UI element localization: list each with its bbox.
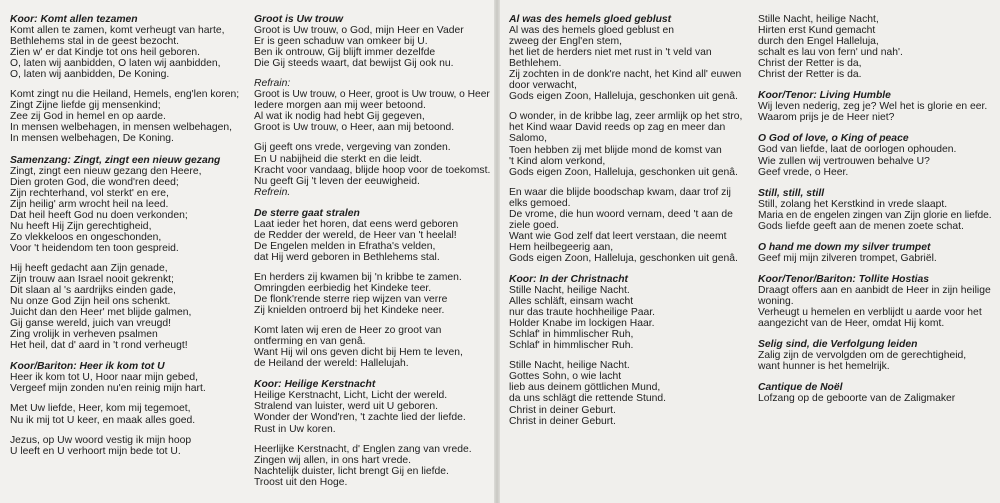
stanza [509,187,745,264]
lyric-line: Zijn rechterhand, vol sterkt' en ere, [10,187,169,199]
lyric-line: Groot is Uw trouw, o Heer, aan mij betoond. [254,122,455,134]
stanza [758,285,992,329]
stanza [758,350,992,372]
lyric-line: ziele goed. [509,219,560,231]
stanza-gap [509,351,745,360]
stanza-gap [254,263,490,272]
lyric-line: aangezicht van de Heer, omdat Hij komt. [758,318,945,330]
lyric-line: het liet de herders niet met rust in 't veld van [509,47,712,59]
lyric-line: Al was des hemels gloed geblust en [509,25,675,37]
lyric-line: In mensen welbehagen, De Koning. [10,133,174,145]
lyric-line: De Engelen melden in Efratha's velden, [254,240,436,252]
stanza [509,25,745,102]
stanza [509,285,745,351]
lyric-line: Komt laten wij eren de Heer zo groot van [254,325,442,337]
lyric-line: Wonder der Wond'ren, 't zachte lied der liefde. [254,412,466,424]
stanza-gap [254,316,490,325]
lyric-line: de Redder der wereld, de Heer van 't heelal! [254,229,457,241]
lyric-line: Geef mij mijn zilveren trompet, Gabriël. [758,252,937,264]
song-title: Koor/Tenor/Bariton: Tollite Hostias [758,273,930,285]
lyric-line: Zijn heilig' arm wrocht heil na leed. [10,198,169,210]
lyric-line: Hem heilbegeerig aan, [509,241,614,253]
lyric-line: Bethlehem. [509,58,562,70]
lyric-line: Vergeef mijn zonden nu'en reinig mijn hart. [10,383,206,395]
stanza-gap [509,178,745,187]
song-title: Al was des hemels gloed geblust [509,14,672,25]
lyric-line: Met Uw liefde, Heer, kom mij tegemoet, [10,403,191,415]
stanza [254,325,490,369]
stanza [758,253,992,264]
lyric-line: Die Gij steeds waart, dat bewijst Gij ook nu. [254,58,454,70]
column-2 [254,14,490,498]
lyric-line: Jezus, op Uw woord vestig ik mijn hoop [10,434,192,446]
lyric-line: Stille Nacht, heilige Nacht, [758,14,879,25]
stanza [254,78,490,133]
stanza-gap [10,254,242,263]
song-title: Koor: Komt allen tezamen [10,14,138,25]
lyric-line: zweeg der Engl'en stem, [509,36,622,48]
lyric-line: Dat heil heeft God nu doen verkonden; [10,209,188,221]
stanza [758,101,992,123]
lyric-line: Geef vrede, o Heer. [758,166,849,178]
song-section [10,14,242,145]
stanza-gap [509,102,745,111]
lyric-line: Toen hebben zij met blijde mond de komst van [509,144,722,156]
lyric-line: Gij ganse wereld, juich van vreugd! [10,318,171,330]
song-section [758,274,992,329]
lyric-line: Gods eigen Zoon, Halleluja, geschonken uit genâ. [509,166,738,178]
song-title: Cantique de Noël [758,382,843,394]
lyric-line: Zien w' er dat Kindje tot ons heil geboren. [10,47,201,59]
song-section [254,379,490,487]
stanza [254,219,490,263]
lyric-line: De vrome, die hun woord vernam, deed 't aan de [509,208,733,220]
song-section [758,188,992,232]
lyric-line: Laat ieder het horen, dat eens werd geboren [254,218,459,230]
stanza [758,14,992,80]
lyric-line: nur das traute hochheilige Paar. [509,307,656,319]
lyric-line: Groot is Uw trouw, o God, mijn Heer en Vader [254,25,464,37]
lyric-line: O wonder, in de kribbe lag, zeer armlijk op het stro, [509,111,743,123]
lyric-line: Bethlehems stal in de geest bezocht. [10,36,180,48]
column-3 [509,14,745,437]
stanza [254,444,490,488]
lyric-line: Iedere morgen aan mij weer betoond. [254,100,426,112]
lyric-line: Nu ik mij tot U keer, en maak alles goed. [10,414,196,426]
lyric-line: Stille Nacht, heilige Nacht. [509,285,630,297]
stanza [509,111,745,177]
lyric-line: Christ der Retter is da, [758,58,862,70]
lyric-line: Stralend van luister, werd uit U geboren. [254,401,438,413]
stanza [10,25,242,80]
stanza [10,372,242,394]
song-section [254,14,490,198]
lyric-line: de Heiland der wereld: Hallelujah. [254,358,409,370]
lyric-line: U leeft en U verhoort mijn bede tot U. [10,445,181,457]
lyric-line: schalt es lau von fern' und nah'. [758,47,903,59]
stanza [758,393,992,404]
stanza [254,25,490,69]
song-section [509,14,745,264]
lyric-line: O, laten wij aanbidden, O laten wij aanbidden, [10,58,221,70]
lyric-line: Nu geeft Gij 't leven der eeuwigheid. [254,175,420,187]
lyric-line: Zingt, zingt een nieuw gezang den Heere, [10,165,202,177]
lyric-line: En herders zij kwamen bij 'n kribbe te zamen. [254,271,462,283]
stanza [254,272,490,316]
song-title: Samenzang: Zingt, zingt een nieuw gezang [10,154,221,166]
stanza [509,360,745,426]
lyric-line: Zingen wij allen, in ons hart vrede. [254,454,411,466]
lyric-line: Christ der Retter is da. [758,69,862,81]
song-section [758,90,992,123]
song-title: De sterre gaat stralen [254,207,360,219]
lyric-line: Hirten erst Kund gemacht [758,25,876,37]
lyric-line: Zij knielden ontroerd bij het Kindeke neer. [254,305,445,317]
lyric-line: Zo vlekkeloos en ongeschonden, [10,231,162,243]
lyric-line: woning. [758,295,794,307]
lyric-line: In mensen welbehagen, in mensen welbehagen, [10,122,232,134]
lyric-line: Voor 't heidendom ten toon gespreid. [10,242,179,254]
lyric-line: Kracht voor vandaag, blijde hoop voor de toekomst. [254,164,491,176]
lyric-line: Wie zullen wij vertrouwen behalve U? [758,155,930,167]
song-section [758,133,992,177]
lyric-line: Heilige Kerstnacht, Licht, Licht der wereld. [254,390,448,402]
lyric-line: Heerlijke Kerstnacht, d' Englen zang van vrede. [254,443,472,455]
lyric-line: Refrein. [254,186,291,198]
stanza [10,263,242,351]
lyric-line: Gods liefde geeft aan de menen zoete schat. [758,220,964,232]
lyric-line: En waar die blijde boodschap kwam, daar trof zij [509,186,731,198]
lyric-line: Christ in deiner Geburt. [509,404,616,416]
lyric-line: Ben ik ontrouw, Gij blijft immer dezelfde [254,47,436,59]
lyric-line: Draagt offers aan en aanbidt de Heer in zijn heilige [758,284,991,296]
song-section [758,14,992,80]
song-section [758,339,992,372]
lyric-line: Nu onze God Zijn heil ons schenkt. [10,296,171,308]
lyric-line: Zing vrolijk in verheven psalmen [10,329,158,341]
lyric-line: Troost uit den Hoge. [254,476,348,488]
lyric-line: Gods eigen Zoon, Halleluja, geschonken uit genâ. [509,252,738,264]
lyric-line: Gij geeft ons vrede, vergeving van zonden. [254,142,451,154]
stanza [758,199,992,232]
lyric-line: Salomo, [509,133,547,145]
stanza-gap [254,69,490,78]
lyric-line: Omringden eerbiedig het Kindeke teer. [254,282,432,294]
song-section [758,242,992,264]
lyric-line: Zij zochten in de donk're nacht, het Kind all' euwen [509,69,742,81]
lyric-line: Still, zolang het Kerstkind in vrede slaapt. [758,198,948,210]
page-fold [494,0,500,503]
lyric-line: Dit slaan al 's aardrijks einden gade, [10,285,176,297]
stanza [10,435,242,457]
lyric-line: Er is geen schaduw van omkeer bij U. [254,36,428,48]
song-section [254,208,490,370]
stanza [10,403,242,425]
song-title: O God of love, o King of peace [758,133,909,145]
lyric-line: Alles schläft, einsam wacht [509,296,634,308]
song-section [10,361,242,456]
lyric-line: lieb aus deinem göttlichen Mund, [509,382,661,394]
lyric-line: da uns schlägt die rettende Stund. [509,393,666,405]
column-4 [758,14,992,414]
lyric-line: Juicht dan den Heer' met blijde galmen, [10,307,192,319]
lyric-line: Groot is Uw trouw, o Heer, groot is Uw trouw, o Heer [254,89,490,101]
lyric-line: Nu heeft Hij Zijn gerechtigheid, [10,220,152,232]
stanza [254,142,490,197]
lyric-line: 't Kind alom verkond, [509,155,606,167]
lyric-line: Want Hij wil ons geven dicht bij Hem te leven, [254,347,463,359]
song-title: Koor: Heilige Kerstnacht [254,379,376,391]
lyric-line: Waarom prijs je de Heer niet? [758,112,895,124]
lyric-line: Zee zij God in hemel en op aarde. [10,111,166,123]
lyric-line: Komt zingt nu die Heiland, Hemels, eng'len koren; [10,89,240,101]
stanza-gap [254,133,490,142]
lyric-line: Holder Knabe im lockigen Haar. [509,318,655,330]
song-title: Groot is Uw trouw [254,14,344,25]
lyric-line: O, laten wij aanbidden, De Koning. [10,69,170,81]
lyric-line: Zalig zijn de vervolgden om de gerechtigheid, [758,350,967,362]
song-section [758,382,992,404]
lyric-line: Zingt Zijne liefde gij mensenkind; [10,100,161,112]
lyric-line: Het heil, dat d' aard in 't rond verheugt! [10,340,188,352]
lyric-line: Stille Nacht, heilige Nacht. [509,360,630,372]
song-title: Koor/Tenor: Living Humble [758,90,891,102]
lyric-line: Gods eigen Zoon, Halleluja, geschonken uit genâ. [509,91,738,103]
lyric-line: door verwacht, [509,80,577,92]
song-title: Koor/Bariton: Heer ik kom tot U [10,361,165,373]
song-title: Still, still, still [758,187,825,199]
stanza-gap [10,426,242,435]
stanza-gap [10,394,242,403]
stanza [10,166,242,254]
song-section [509,274,745,427]
lyric-line: Zijn trouw aan Israel nooit gekrenkt; [10,273,174,285]
lyric-line: elks gemoed. [509,197,571,209]
song-title: O hand me down my silver trumpet [758,241,931,253]
song-section [10,155,242,352]
stanza-gap [254,435,490,444]
lyric-line: Nachtelijk duister, licht brengt Gij en liefde. [254,465,449,477]
lyric-line: God van liefde, laat de oorlogen ophouden. [758,144,957,156]
lyric-line: Komt allen te zamen, komt verheugt van harte, [10,25,225,37]
song-title: Selig sind, die Verfolgung leiden [758,339,918,351]
stanza [254,390,490,434]
lyric-line: Schlaf' in himmlischer Ruh, [509,329,634,341]
lyric-line: De flonk'rende sterre riep wijzen van verre [254,294,448,306]
lyric-line: Rust in Uw koren. [254,423,336,435]
stanza [10,89,242,144]
stanza-gap [10,80,242,89]
lyric-line: Maria en de engelen zingen van Zijn glorie en liefde. [758,209,992,221]
stanza [758,144,992,177]
lyric-line: Wij leven nederig, zeg je? Wel het is glorie en eer. [758,101,988,113]
lyric-line: En U nabijheid die sterkt en die leidt. [254,153,422,165]
column-1 [10,14,242,467]
lyric-line: Dien groten God, die wond'ren deed; [10,176,179,188]
lyric-line: Refrain: [254,78,291,90]
lyric-line: Hij heeft gedacht aan Zijn genade, [10,262,168,274]
lyric-line: Heer ik kom tot U, Hoor naar mijn gebed, [10,372,198,384]
lyric-line: dat Hij werd geboren in Bethlehems stal. [254,251,440,263]
lyric-line: Gottes Sohn, o wie lacht [509,371,622,383]
lyric-line: Al wat ik nodig had hebt Gij gegeven, [254,111,425,123]
lyric-line: Verheugt u hemelen en verblijdt u aarde voor het [758,307,982,319]
lyric-line: Want wie God zelf dat leert verstaan, die neemt [509,230,727,242]
lyric-line: Lofzang op de geboorte van de Zaligmaker [758,393,956,405]
lyric-line: Schlaf' in himmlischer Ruh. [509,340,634,352]
lyric-line: want hunner is het hemelrijk. [758,361,890,373]
lyric-line: het Kind waar David reeds op zag en meer dan [509,122,726,134]
song-title: Koor: In der Christnacht [509,273,628,285]
lyric-line: Christ in deiner Geburt. [509,415,616,427]
lyric-line: durch den Engel Halleluja, [758,36,879,48]
lyric-line: ontferming en van genâ. [254,336,366,348]
